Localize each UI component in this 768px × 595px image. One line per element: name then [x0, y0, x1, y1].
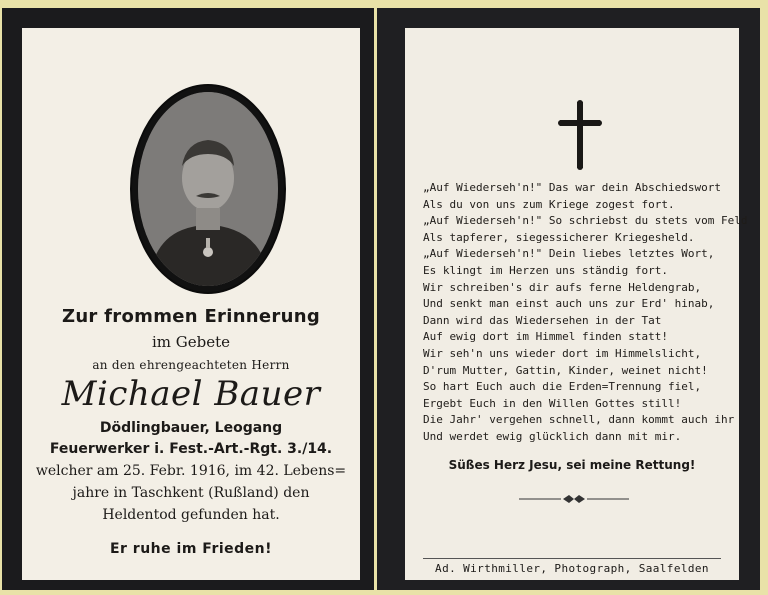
poem-line: Die Jahr' vergehen schnell, dann kommt auch ihr — [423, 413, 735, 427]
portrait-image — [138, 92, 278, 286]
poem-line: Als tapferer, siegessicherer Kriegesheld. — [423, 230, 695, 244]
right-card — [405, 28, 748, 580]
death-line-3: Heldentod gefunden hat. — [102, 507, 280, 523]
closing-blessing: Er ruhe im Frieden! — [109, 541, 273, 557]
footer-divider — [423, 558, 721, 559]
left-card — [22, 28, 360, 580]
divider-ornament-icon — [519, 494, 629, 504]
memorial-heading: Zur frommen Erinnerung — [61, 306, 321, 327]
poem-line: Ergebt Euch in den Willen Gottes still! — [423, 396, 682, 410]
poem-line: „Auf Wiederseh'n!" So schriebst du stets vom Feld — [423, 214, 748, 228]
portrait-oval-frame — [130, 84, 286, 294]
poem-line: Und senkt man einst auch uns zur Erd' hinab, — [423, 297, 715, 311]
rank-line: Feuerwerker i. Fest.-Art.-Rgt. 3./14. — [49, 441, 333, 457]
soldier-portrait-photo — [138, 92, 278, 286]
poem-line: Auf ewig dort im Himmel finden statt! — [423, 330, 669, 344]
poem-line: Dann wird das Wiedersehen in der Tat — [423, 313, 662, 327]
occupation-line: Dödlingbauer, Leogang — [99, 420, 283, 436]
poem-line: Es klingt im Herzen uns ständig fort. — [423, 263, 669, 277]
poem-line: Wir schreiben's dir aufs ferne Heldengrab, — [423, 280, 702, 294]
death-line-1: welcher am 25. Febr. 1916, im 42. Lebens= — [35, 463, 347, 479]
prayer-line: im Gebete — [151, 333, 231, 351]
honorific-line: an den ehrengeachteten Herrn — [92, 358, 290, 372]
poem-line: Wir seh'n uns wieder dort im Himmelslicht, — [423, 346, 702, 360]
poem-line: „Auf Wiederseh'n!" Dein liebes letztes Wort, — [423, 247, 715, 261]
left-card-mourning-border — [2, 8, 374, 590]
memorial-poem — [423, 180, 748, 446]
sacred-heart-prayer: Süßes Herz Jesu, sei meine Rettung! — [448, 458, 696, 472]
right-card-mourning-border — [377, 8, 760, 590]
poem-line: Und werdet ewig glücklich dann mit mir. — [423, 429, 682, 443]
photographer-credit: Ad. Wirthmiller, Photograph, Saalfelden — [435, 562, 709, 575]
poem-line: „Auf Wiederseh'n!" Das war dein Abschiedswort — [423, 181, 722, 194]
deceased-name: Michael Bauer — [61, 374, 321, 414]
poem-line: So hart Euch auch die Erden=Trennung fiel, — [423, 380, 702, 394]
latin-cross-icon — [558, 100, 602, 170]
death-line-2: jahre in Taschkent (Rußland) den — [72, 485, 310, 501]
poem-line: Als du von uns zum Kriege zogest fort. — [423, 197, 675, 211]
poem-line: D'rum Mutter, Gattin, Kinder, weinet nicht! — [423, 363, 708, 377]
